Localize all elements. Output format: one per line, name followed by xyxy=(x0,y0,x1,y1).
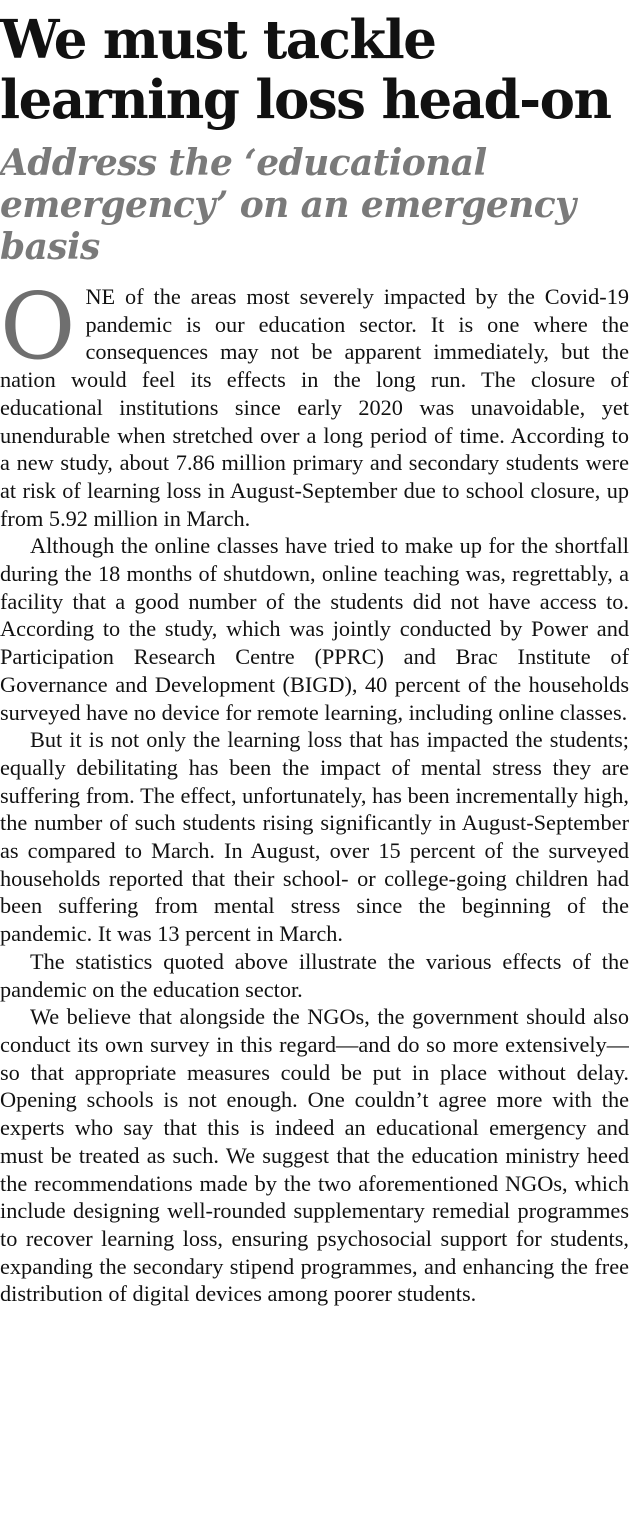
headline: We must tackle learning loss head-on xyxy=(0,9,611,131)
paragraph-1 xyxy=(0,273,629,532)
subheadline: Address the ‘educational emergency’ on an emergency basis xyxy=(0,142,576,268)
drop-cap: O xyxy=(0,273,76,380)
article-body xyxy=(0,273,629,1308)
paragraph-1-text: NE of the areas most severely impacted by the Covid-19 pandemic is our education sector. It is one where the consequences may not be apparent immediately, but the nation would feel its effects in the long run. The closure of educational institutions since early 2020 was unavoidable, yet unendurable when stretched over a long period of time. According to a new study, about 7.86 million primary and secondary students were at risk of learning loss in August-September due to school closure, up from 5.92 million in March. xyxy=(0,284,629,531)
paragraph-2: Although the online classes have tried to make up for the shortfall during the 18 months of shutdown, online teaching was, regrettably, a facility that a good number of the students did not have access to. According to the study, which was jointly conducted by Power and Participation Research Centre (PPRC) and Brac Institute of Governance and Development (BIGD), 40 percent of the households surveyed have no device for remote learning, including online classes. xyxy=(0,533,629,725)
paragraph-3: But it is not only the learning loss that has impacted the students; equally debilitating has been the impact of mental stress they are suffering from. The effect, unfortunately, has been incrementally high, the number of such students rising significantly in August-September as compared to March. In August, over 15 percent of the surveyed households reported that their school- or college-going children had been suffering from mental stress since the beginning of the pandemic. It was 13 percent in March. xyxy=(0,727,629,947)
paragraph-5: We believe that alongside the NGOs, the government should also conduct its own survey in this regard—and do so more extensively—so that appropriate measures could be put in place without delay. Opening schools is not enough. One couldn’t agree more with the experts who say that this is indeed an educational emergency and must be treated as such. We suggest that the education ministry heed the recommendations made by the two aforementioned NGOs, which include designing well-rounded supplementary remedial programmes to recover learning loss, ensuring psychosocial support for students, expanding the secondary stipend programmes, and enhancing the free distribution of digital devices among poorer students. xyxy=(0,1004,629,1307)
paragraph-4: The statistics quoted above illustrate the various effects of the pandemic on the education sector. xyxy=(0,948,629,1002)
